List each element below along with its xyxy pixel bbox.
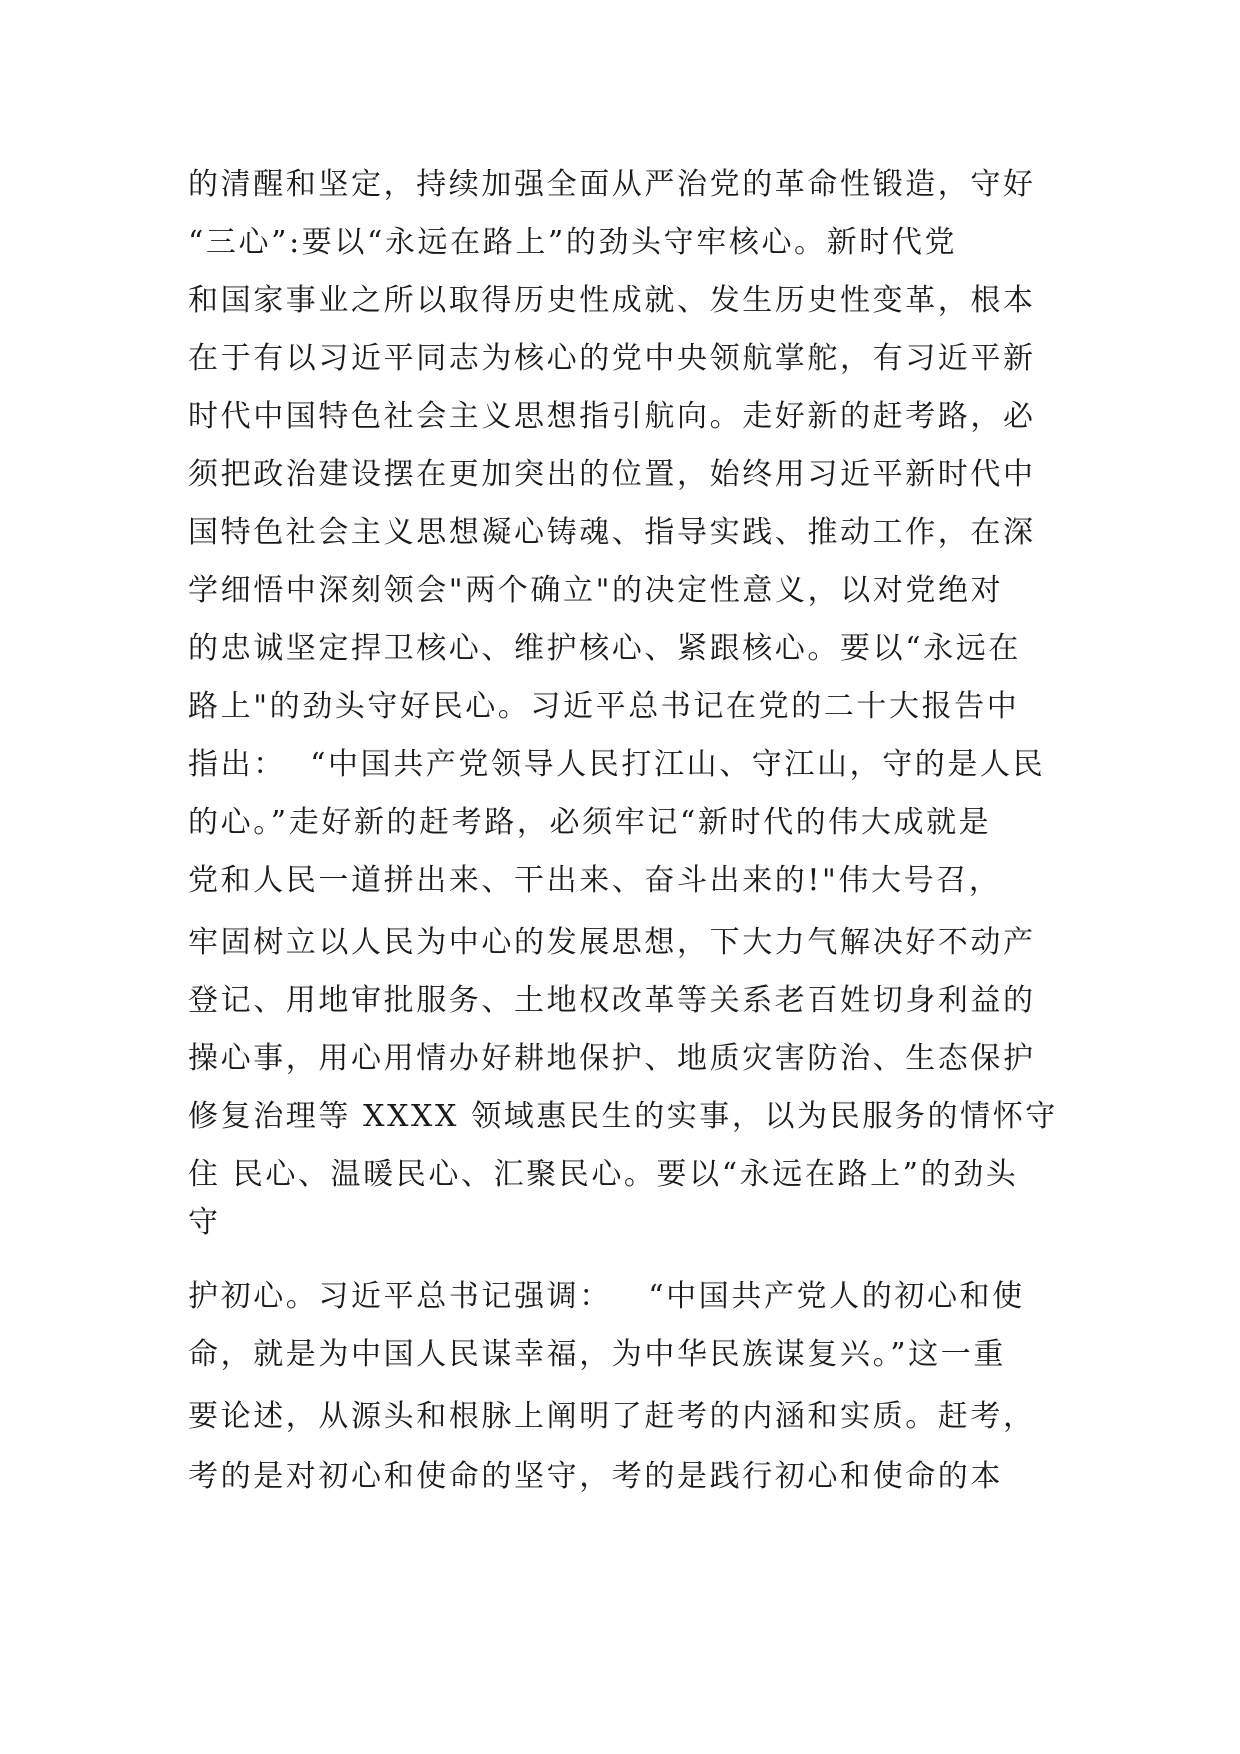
text-line-11: 指出： “中国共产党领导人民打江山、守江山，守的是人民: [188, 747, 1046, 782]
text-line-20: 护初心。习近平总书记强调： “中国共产党人的初心和使: [188, 1279, 1025, 1314]
text-line-8: 学细悟中深刻领会"两个确立"的决定性意义，以对党绝对: [188, 573, 1004, 608]
text-line-12: 的心。”走好新的赶考路，必须牢记“新时代的伟大成就是: [188, 805, 992, 840]
text-line-22: 要论述，从源头和根脉上阐明了赶考的内涵和实质。赶考，: [188, 1399, 1036, 1434]
text-line-4: 在于有以习近平同志为核心的党中央领航掌舵，有习近平新: [188, 341, 1036, 376]
text-line-21: 命，就是为中国人民谋幸福，为中华民族谋复兴。”这一重: [188, 1337, 1006, 1372]
text-line-14: 牢固树立以人民为中心的发展思想，下大力气解决好不动产: [188, 925, 1036, 960]
text-line-6: 须把政治建设摆在更加突出的位置，始终用习近平新时代中: [188, 457, 1036, 492]
text-line-17: 修复治理等 XXXX 领域惠民生的实事，以为民服务的情怀守: [188, 1099, 1058, 1134]
text-line-18: 住 民心、温暖民心、汇聚民心。要以“永远在路上”的劲头: [188, 1157, 1019, 1192]
text-line-15: 登记、用地审批服务、土地权改革等关系老百姓切身利益的: [188, 983, 1036, 1018]
text-line-1: 的清醒和坚定，持续加强全面从严治党的革命性锻造，守好: [188, 167, 1036, 202]
text-line-7: 国特色社会主义思想凝心铸魂、指导实践、推动工作，在深: [188, 515, 1036, 550]
text-line-13: 党和人民一道拼出来、干出来、奋斗出来的!"伟大号召，: [188, 863, 1002, 898]
text-line-10: 路上"的劲头守好民心。习近平总书记在党的二十大报告中: [188, 689, 1020, 724]
text-line-2: “三心”:要以“永远在路上”的劲头守牢核心。新时代党: [188, 225, 958, 260]
text-line-5: 时代中国特色社会主义思想指引航向。走好新的赶考路，必: [188, 399, 1036, 434]
text-line-23: 考的是对初心和使命的坚守，考的是践行初心和使命的本: [188, 1459, 1003, 1494]
text-line-19: 守: [188, 1205, 221, 1240]
text-line-3: 和国家事业之所以取得历史性成就、发生历史性变革，根本: [188, 283, 1036, 318]
text-line-9: 的忠诚坚定捍卫核心、维护核心、紧跟核心。要以“永远在: [188, 631, 1021, 666]
text-line-16: 操心事，用心用情办好耕地保护、地质灾害防治、生态保护: [188, 1041, 1036, 1076]
